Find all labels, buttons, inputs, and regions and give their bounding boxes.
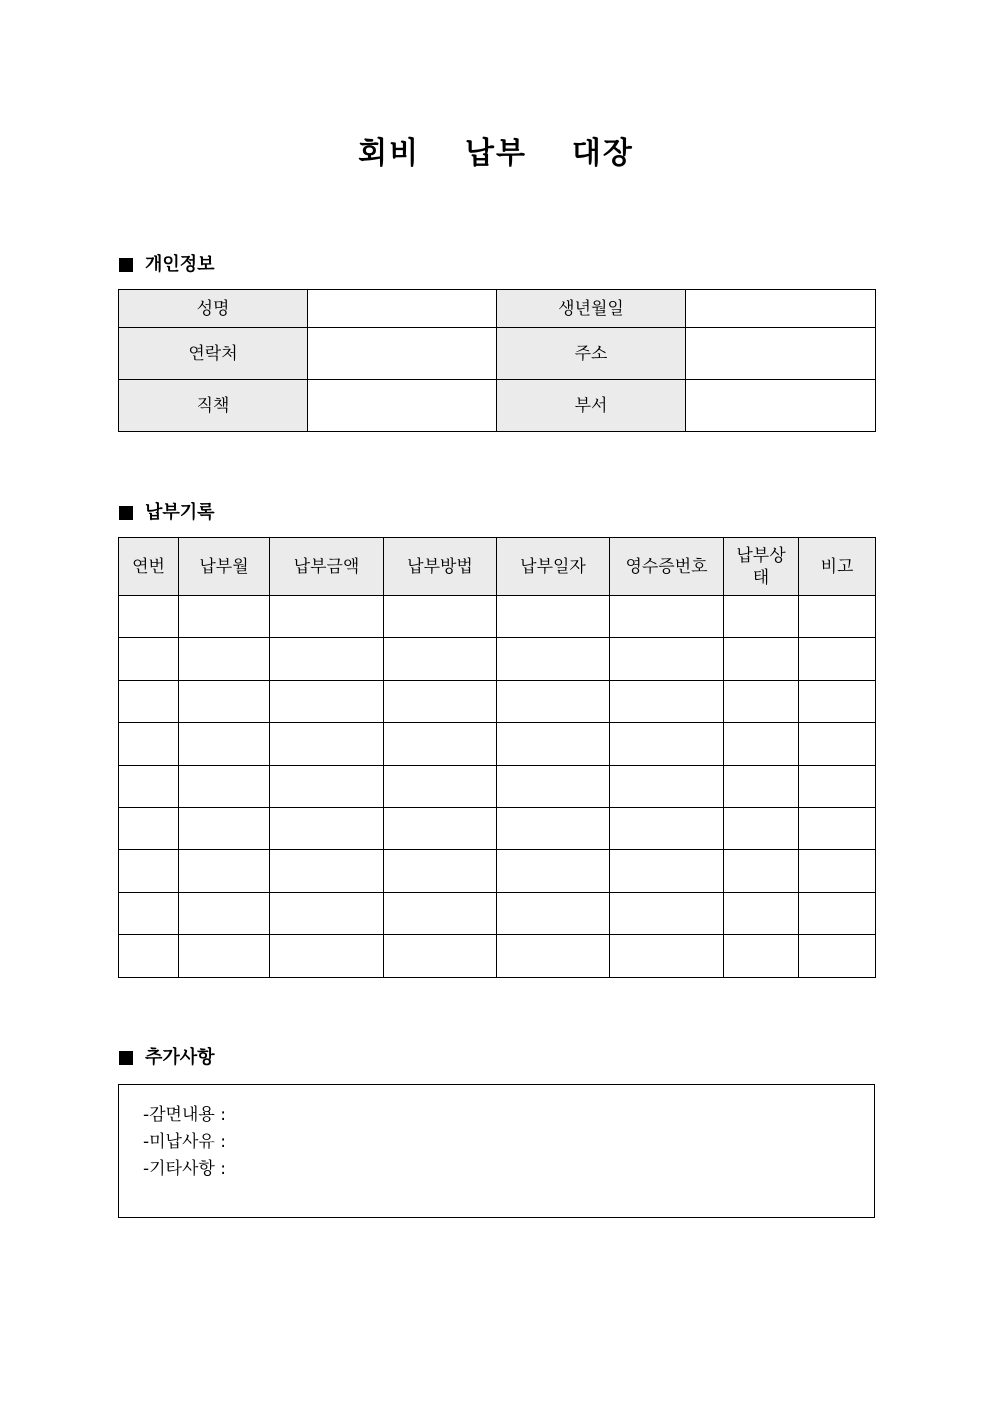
record-cell[interactable]	[179, 765, 270, 807]
record-cell[interactable]	[724, 638, 799, 680]
column-header-remarks: 비고	[799, 538, 876, 596]
record-cell[interactable]	[799, 892, 876, 934]
section-heading-personal	[119, 253, 215, 277]
record-cell[interactable]	[610, 596, 724, 638]
department-label: 부서	[497, 380, 686, 432]
record-cell[interactable]	[799, 807, 876, 849]
record-cell[interactable]	[179, 850, 270, 892]
section-heading-notes	[119, 1046, 215, 1070]
record-cell[interactable]	[799, 680, 876, 722]
note-line-other: -기타사항 :	[143, 1159, 226, 1179]
record-cell[interactable]	[610, 935, 724, 977]
record-cell[interactable]	[384, 723, 497, 765]
record-cell[interactable]	[497, 850, 610, 892]
record-cell[interactable]	[497, 892, 610, 934]
personal-info-table	[118, 289, 876, 432]
record-cell[interactable]	[497, 765, 610, 807]
record-cell[interactable]	[179, 638, 270, 680]
record-cell[interactable]	[179, 723, 270, 765]
section-heading-label: 개인정보	[145, 254, 215, 275]
record-cell[interactable]	[384, 765, 497, 807]
page-title: 회비 납부 대장	[358, 136, 634, 171]
record-cell[interactable]	[724, 935, 799, 977]
record-cell[interactable]	[119, 596, 179, 638]
table-row	[119, 935, 876, 977]
record-cell[interactable]	[799, 596, 876, 638]
record-cell[interactable]	[799, 765, 876, 807]
record-cell[interactable]	[610, 807, 724, 849]
address-label: 주소	[497, 328, 686, 380]
section-heading-label: 납부기록	[145, 502, 215, 523]
record-cell[interactable]	[497, 638, 610, 680]
record-cell[interactable]	[119, 850, 179, 892]
record-cell[interactable]	[497, 807, 610, 849]
record-cell[interactable]	[384, 596, 497, 638]
table-row	[119, 328, 876, 380]
position-field[interactable]	[308, 380, 497, 432]
record-cell[interactable]	[179, 680, 270, 722]
record-cell[interactable]	[497, 596, 610, 638]
record-cell[interactable]	[384, 638, 497, 680]
square-bullet-icon	[119, 506, 133, 520]
square-bullet-icon	[119, 1051, 133, 1065]
table-row	[119, 638, 876, 680]
record-cell[interactable]	[119, 723, 179, 765]
table-row	[119, 850, 876, 892]
record-cell[interactable]	[119, 765, 179, 807]
table-row	[119, 807, 876, 849]
record-cell[interactable]	[610, 765, 724, 807]
position-label: 직책	[119, 380, 308, 432]
record-cell[interactable]	[119, 680, 179, 722]
record-cell[interactable]	[270, 680, 384, 722]
record-cell[interactable]	[724, 807, 799, 849]
record-cell[interactable]	[799, 723, 876, 765]
record-cell[interactable]	[384, 680, 497, 722]
record-cell[interactable]	[270, 850, 384, 892]
column-header-method: 납부방법	[384, 538, 497, 596]
record-cell[interactable]	[497, 723, 610, 765]
record-cell[interactable]	[724, 892, 799, 934]
record-cell[interactable]	[270, 596, 384, 638]
note-line-reduction: -감면내용 :	[143, 1105, 226, 1125]
table-row	[119, 380, 876, 432]
record-cell[interactable]	[179, 935, 270, 977]
record-cell[interactable]	[119, 935, 179, 977]
record-cell[interactable]	[724, 723, 799, 765]
record-cell[interactable]	[179, 892, 270, 934]
additional-notes-box[interactable]	[118, 1084, 875, 1218]
record-cell[interactable]	[270, 638, 384, 680]
record-cell[interactable]	[270, 935, 384, 977]
address-field[interactable]	[686, 328, 876, 380]
table-row	[119, 680, 876, 722]
record-cell[interactable]	[799, 935, 876, 977]
section-heading-records	[119, 501, 215, 525]
record-cell[interactable]	[119, 807, 179, 849]
record-cell[interactable]	[384, 807, 497, 849]
records-body	[119, 596, 876, 978]
record-cell[interactable]	[384, 892, 497, 934]
square-bullet-icon	[119, 258, 133, 272]
name-field[interactable]	[308, 290, 497, 328]
contact-label: 연락처	[119, 328, 308, 380]
contact-field[interactable]	[308, 328, 497, 380]
table-row	[119, 290, 876, 328]
birthdate-field[interactable]	[686, 290, 876, 328]
name-label: 성명	[119, 290, 308, 328]
record-cell[interactable]	[179, 807, 270, 849]
record-cell[interactable]	[270, 723, 384, 765]
record-cell[interactable]	[119, 892, 179, 934]
table-row	[119, 892, 876, 934]
column-header-serial: 연번	[119, 538, 179, 596]
payment-records-table	[118, 537, 876, 978]
record-cell[interactable]	[799, 638, 876, 680]
record-cell[interactable]	[610, 850, 724, 892]
column-header-receipt: 영수증번호	[610, 538, 724, 596]
record-cell[interactable]	[799, 850, 876, 892]
table-row	[119, 765, 876, 807]
record-cell[interactable]	[497, 935, 610, 977]
record-cell[interactable]	[270, 765, 384, 807]
department-field[interactable]	[686, 380, 876, 432]
record-cell[interactable]	[270, 807, 384, 849]
record-cell[interactable]	[610, 723, 724, 765]
record-cell[interactable]	[724, 850, 799, 892]
record-cell[interactable]	[179, 596, 270, 638]
record-cell[interactable]	[384, 935, 497, 977]
column-header-amount: 납부금액	[270, 538, 384, 596]
record-cell[interactable]	[610, 680, 724, 722]
column-header-date: 납부일자	[497, 538, 610, 596]
record-cell[interactable]	[724, 680, 799, 722]
birthdate-label: 생년월일	[497, 290, 686, 328]
column-header-month: 납부월	[179, 538, 270, 596]
note-line-unpaid-reason: -미납사유 :	[143, 1132, 226, 1152]
table-row	[119, 596, 876, 638]
record-cell[interactable]	[724, 596, 799, 638]
record-cell[interactable]	[610, 638, 724, 680]
record-cell[interactable]	[119, 638, 179, 680]
column-header-status: 납부상태	[724, 538, 799, 596]
record-cell[interactable]	[270, 892, 384, 934]
record-cell[interactable]	[497, 680, 610, 722]
record-cell[interactable]	[724, 765, 799, 807]
record-cell[interactable]	[384, 850, 497, 892]
section-heading-label: 추가사항	[145, 1047, 215, 1068]
table-row	[119, 723, 876, 765]
table-header-row	[119, 538, 876, 596]
record-cell[interactable]	[610, 892, 724, 934]
